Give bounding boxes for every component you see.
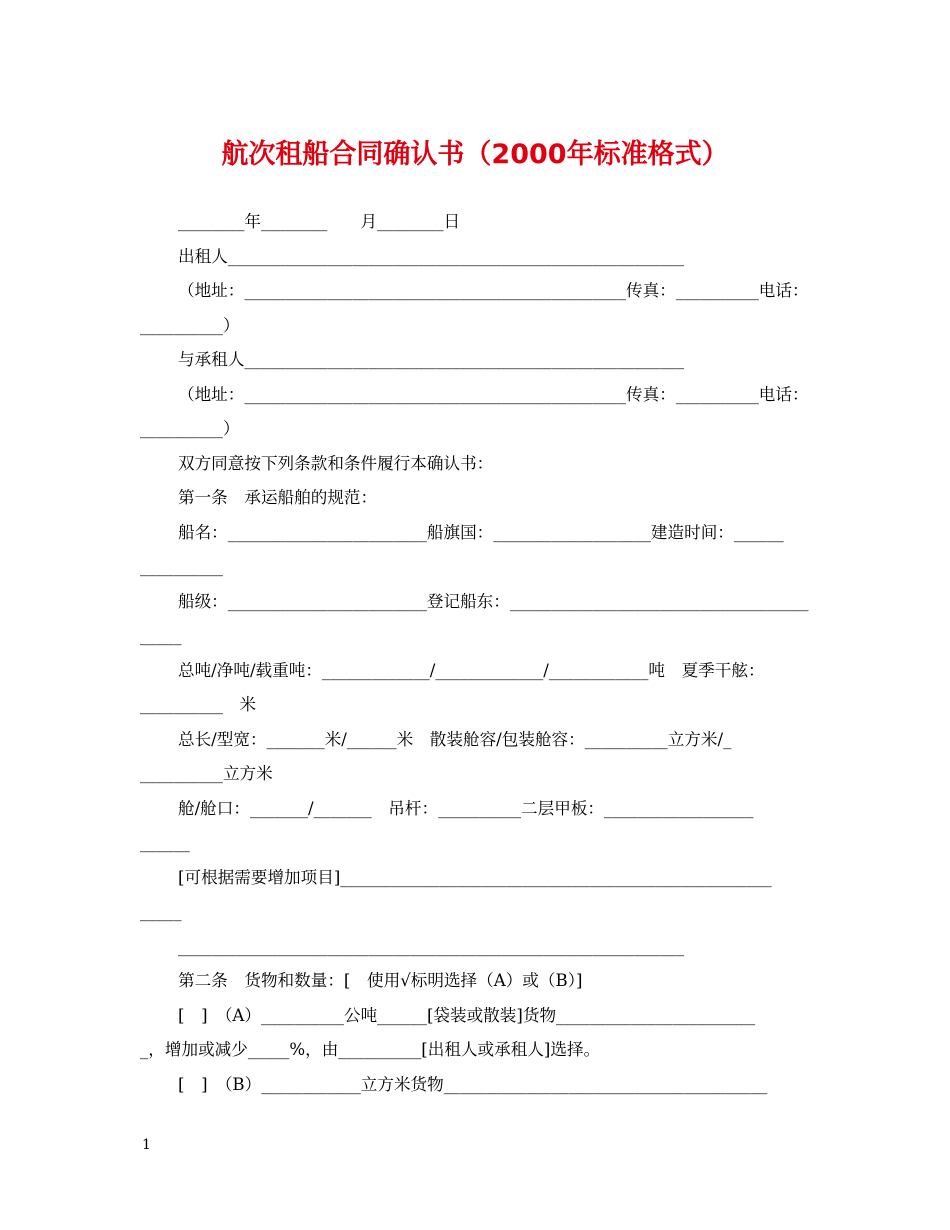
ship-class-continuation: _____ <box>140 626 182 645</box>
ship-name-continuation: __________ <box>140 557 223 576</box>
extra-items-line: [可根据需要增加项目]____________________________________________________ <box>178 867 772 887</box>
option-b-line: [ ] （B）____________立方米货物_______________________________________ <box>178 1074 768 1094</box>
agreement-statement: 双方同意按下列条款和条件履行本确认书： <box>178 453 494 473</box>
lessor-line: 出租人_______________________________________________________ <box>178 246 685 266</box>
article-2-heading: 第二条 货物和数量：[ 使用√标明选择（A）或（B）] <box>178 971 583 990</box>
option-a-line: [ ] （A）__________公吨______[袋装或散装]货物________________________ <box>178 1005 756 1025</box>
lessor-address-line: （地址：______________________________________________传真：__________电话： <box>178 281 809 300</box>
hatch-continuation: ______ <box>140 833 190 852</box>
dimensions-continuation: __________立方米 <box>140 764 273 783</box>
ship-class-line: 船级：________________________登记船东：____________________________________ <box>178 591 809 611</box>
lessee-address-line: （地址：______________________________________________传真：__________电话： <box>178 384 809 404</box>
page-number: 1 <box>142 1137 151 1153</box>
blank-line: _____________________________________________________________ <box>178 936 685 956</box>
dimensions-line: 总长/型宽：_______米/______米 散装舱容/包装舱容：__________立方米/_ <box>178 729 732 749</box>
document-title: 航次租船合同确认书（2000年标准格式） <box>221 139 729 170</box>
ship-name-line: 船名：________________________船旗国：___________________建造时间：______ <box>178 522 784 542</box>
option-a-continuation: _，增加或减少_____%，由__________[出租人或承租人]选择。 <box>140 1040 601 1059</box>
extra-items-continuation: _____ <box>140 902 182 921</box>
lessee-line: 与承租人_____________________________________________________ <box>178 350 685 369</box>
article-1-heading: 第一条 承运船舶的规范： <box>178 488 378 507</box>
lessor-phone-continuation: __________） <box>140 315 240 335</box>
lessee-phone-continuation: __________） <box>140 419 240 438</box>
hatch-line: 舱/舱口：_______/_______ 吊杆：__________二层甲板：__________________ <box>178 798 754 818</box>
tonnage-line: 总吨/净吨/载重吨：_____________/_____________/____________吨 夏季干舷： <box>178 660 765 680</box>
date-line: ________年________ 月________日 <box>178 212 461 231</box>
document-body <box>140 206 820 1103</box>
tonnage-continuation: __________ 米 <box>140 695 257 714</box>
